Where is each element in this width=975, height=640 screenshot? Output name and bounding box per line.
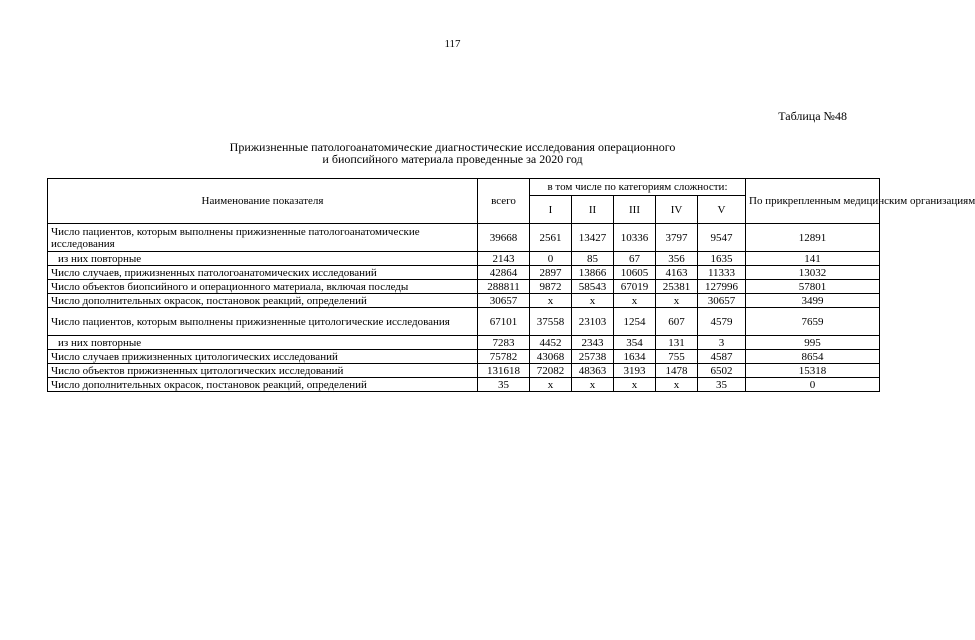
row-value: 35 [478,378,530,392]
row-value: 48363 [572,364,614,378]
row-value: 0 [746,378,880,392]
table-title-line-1: Прижизненные патологоанатомические диагностические исследования операционного [229,140,676,154]
table-row [48,252,880,266]
row-value: 3 [698,336,746,350]
row-value: 2143 [478,252,530,266]
row-value: x [530,378,572,392]
row-value: 11333 [698,266,746,280]
row-value: 607 [656,308,698,336]
table-row [48,224,880,252]
row-name: Число пациентов, которым выполнены прижизненные патологоанатомические исследования [48,224,478,252]
table-title [0,141,905,165]
row-value: 2561 [530,224,572,252]
row-value: x [530,294,572,308]
header-total: всего [478,179,530,224]
row-value: 30657 [478,294,530,308]
row-name: из них повторные [48,336,478,350]
row-value: 30657 [698,294,746,308]
row-value: 67101 [478,308,530,336]
row-value: 6502 [698,364,746,378]
table-row [48,364,880,378]
row-value: 43068 [530,350,572,364]
row-value: 42864 [478,266,530,280]
row-value: 58543 [572,280,614,294]
row-value: 0 [530,252,572,266]
row-value: x [572,294,614,308]
row-value: 131618 [478,364,530,378]
header-category: I [530,196,572,224]
header-category: III [614,196,656,224]
row-value: 8654 [746,350,880,364]
table-row [48,350,880,364]
row-value: 3797 [656,224,698,252]
row-value: 1478 [656,364,698,378]
row-value: 4452 [530,336,572,350]
row-value: 354 [614,336,656,350]
table-row [48,280,880,294]
row-value: 131 [656,336,698,350]
row-value: 3499 [746,294,880,308]
row-name: Число случаев, прижизненных патологоанатомических исследований [48,266,478,280]
row-value: 995 [746,336,880,350]
header-category: II [572,196,614,224]
row-value: 755 [656,350,698,364]
row-value: x [656,294,698,308]
row-name: Число объектов биопсийного и операционного материала, включая последы [48,280,478,294]
row-value: 15318 [746,364,880,378]
row-value: x [614,294,656,308]
row-value: 25738 [572,350,614,364]
row-value: 13866 [572,266,614,280]
table-title-line-2: и биопсийного материала проведенные за 2020 год [322,152,583,166]
row-value: x [614,378,656,392]
row-value: 356 [656,252,698,266]
row-value: 10605 [614,266,656,280]
row-value: 85 [572,252,614,266]
row-name: Число дополнительных окрасок, постановок реакций, определений [48,378,478,392]
header-categories-group: в том числе по категориям сложности: [530,179,746,196]
table-row [48,378,880,392]
page-number: 117 [444,38,461,50]
row-value: 12891 [746,224,880,252]
row-value: 13427 [572,224,614,252]
table-row [48,308,880,336]
row-value: 23103 [572,308,614,336]
header-attached: По прикрепленным медицинским организациям [746,179,880,224]
row-value: 67019 [614,280,656,294]
row-value: 75782 [478,350,530,364]
row-name: Число случаев прижизненных цитологических исследований [48,350,478,364]
header-category: V [698,196,746,224]
row-name: Число дополнительных окрасок, постановок реакций, определений [48,294,478,308]
row-value: 4579 [698,308,746,336]
table-row [48,266,880,280]
row-name: из них повторные [48,252,478,266]
row-value: 288811 [478,280,530,294]
row-value: 35 [698,378,746,392]
row-value: 1635 [698,252,746,266]
row-value: 2897 [530,266,572,280]
row-value: x [656,378,698,392]
row-value: 57801 [746,280,880,294]
header-name: Наименование показателя [48,179,478,224]
row-value: 141 [746,252,880,266]
table-row [48,294,880,308]
row-value: 127996 [698,280,746,294]
row-value: 9547 [698,224,746,252]
row-value: 4163 [656,266,698,280]
row-value: 1254 [614,308,656,336]
row-value: 37558 [530,308,572,336]
row-value: 10336 [614,224,656,252]
row-value: 7659 [746,308,880,336]
row-value: 13032 [746,266,880,280]
row-value: 72082 [530,364,572,378]
header-category: IV [656,196,698,224]
row-value: 3193 [614,364,656,378]
row-value: 67 [614,252,656,266]
row-value: 9872 [530,280,572,294]
row-value: 7283 [478,336,530,350]
row-value: 25381 [656,280,698,294]
row-value: 2343 [572,336,614,350]
row-name: Число объектов прижизненных цитологических исследований [48,364,478,378]
statistics-table [47,178,975,392]
row-value: 4587 [698,350,746,364]
table-label: Таблица №48 [778,109,847,123]
row-value: 1634 [614,350,656,364]
table-row [48,336,880,350]
row-value: x [572,378,614,392]
row-value: 39668 [478,224,530,252]
row-name: Число пациентов, которым выполнены прижизненные цитологические исследования [48,308,478,336]
